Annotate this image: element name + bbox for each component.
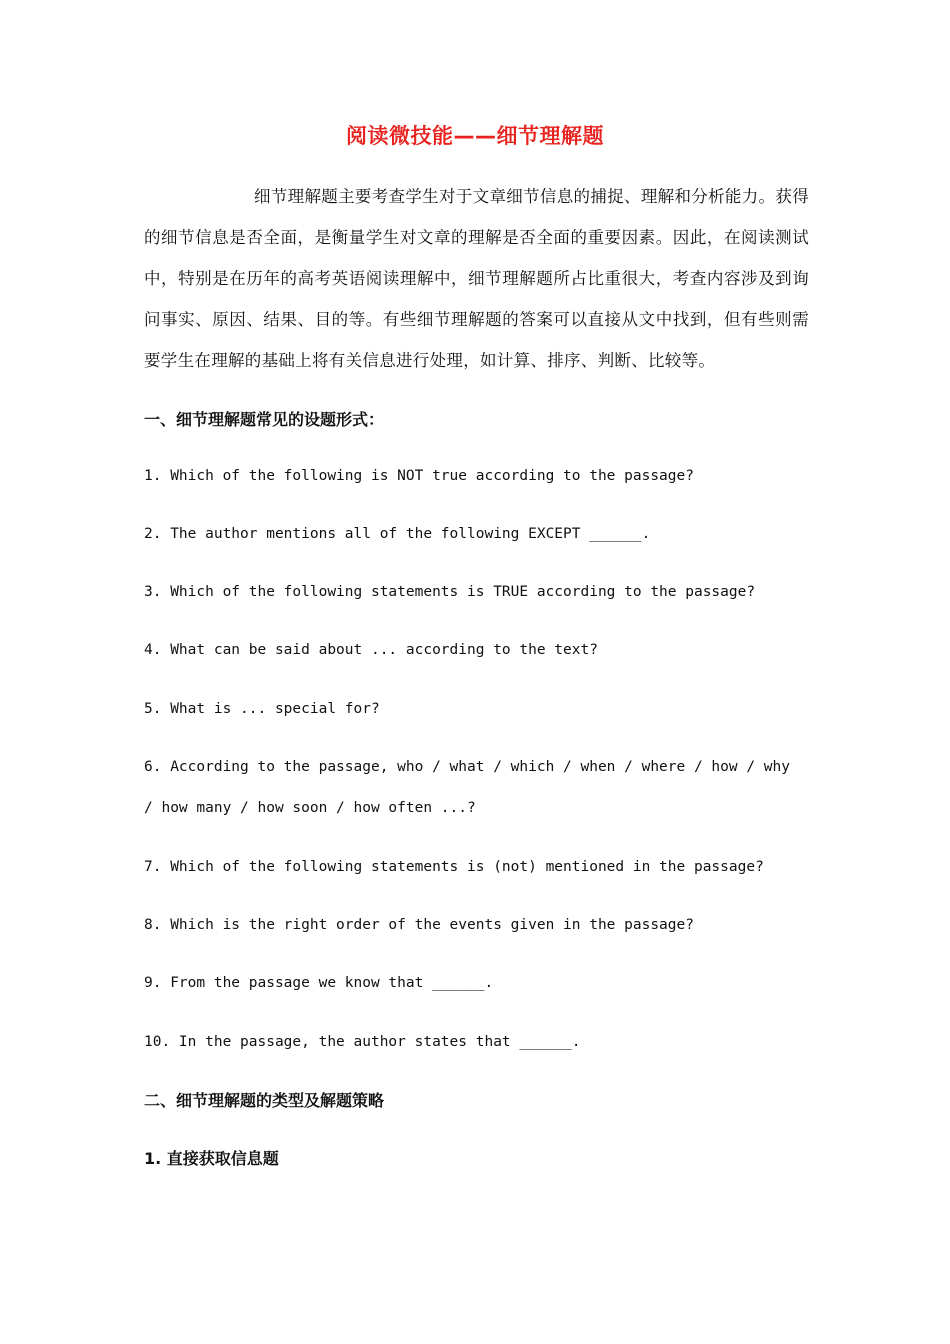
question-item-5: 5. What is ... special for? bbox=[144, 701, 380, 717]
question-item-8: 8. Which is the right order of the events given in the passage? bbox=[144, 917, 694, 933]
question-item-3: 3. Which of the following statements is TRUE according to the passage? bbox=[144, 584, 756, 600]
subsection-heading-1: 1. 直接获取信息题 bbox=[144, 1149, 279, 1168]
section-heading-2: 二、细节理解题的类型及解题策略 bbox=[144, 1091, 385, 1110]
question-item-10: 10. In the passage, the author states that ______. bbox=[144, 1034, 581, 1050]
question-item-2: 2. The author mentions all of the following EXCEPT ______. bbox=[144, 526, 651, 542]
question-item-4: 4. What can be said about ... according to the text? bbox=[144, 642, 598, 658]
intro-paragraph: 细节理解题主要考查学生对于文章细节信息的捕捉、理解和分析能力。获得的细节信息是否全面，是衡量学生对文章的理解是否全面的重要因素。因此，在阅读测试中，特别是在历年的高考英语阅读理解中，细节理解题所占比重很大，考查内容涉及到询问事实、原因、结果、目的等。有些细节理解题的答案可以直接从文中找到，但有些则需要学生在理解的基础上将有关信息进行处理，如计算、排序、判断、比较等。 bbox=[144, 187, 809, 370]
question-item-1: 1. Which of the following is NOT true according to the passage? bbox=[144, 468, 694, 484]
page-title: 阅读微技能——细节理解题 bbox=[346, 124, 604, 148]
question-item-6: 6. According to the passage, who / what / which / when / where / how / why / how many / how soon / how often ...? bbox=[144, 759, 799, 816]
question-item-9: 9. From the passage we know that ______. bbox=[144, 975, 494, 991]
question-item-7: 7. Which of the following statements is (not) mentioned in the passage? bbox=[144, 859, 764, 875]
section-heading-1: 一、细节理解题常见的设题形式： bbox=[144, 410, 385, 429]
